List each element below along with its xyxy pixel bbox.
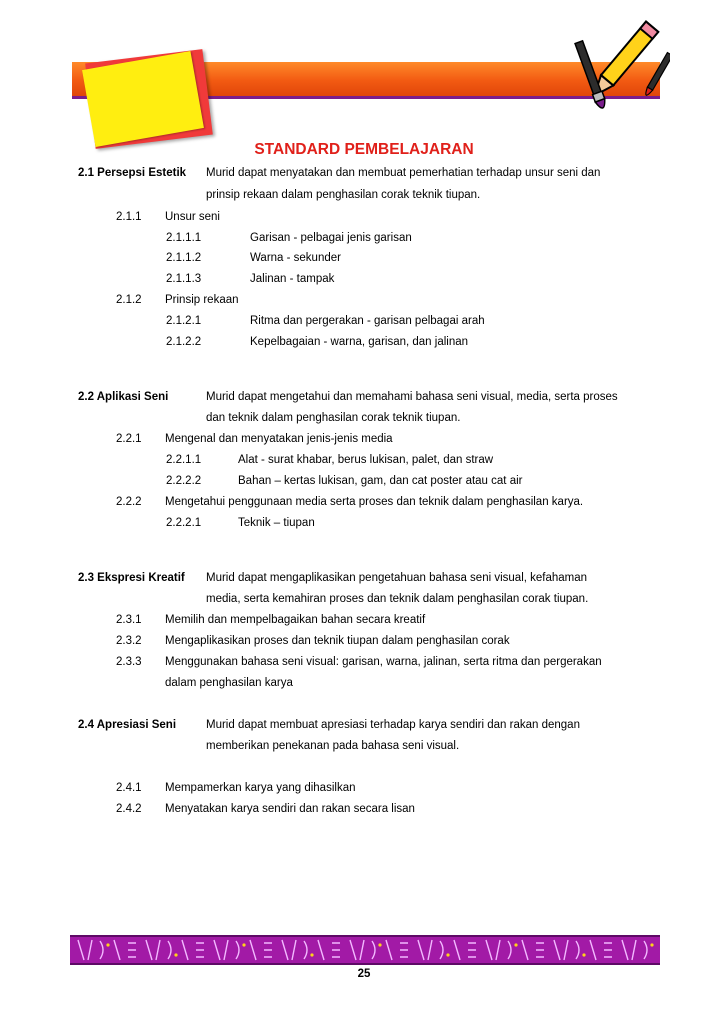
subitem-code: 2.1.2.1 xyxy=(166,315,202,327)
subitem-text: Ritma dan pergerakan - garisan pelbagai arah xyxy=(250,315,485,327)
item-text: Menggunakan bahasa seni visual: garisan, warna, jalinan, serta ritma dan pergerakan xyxy=(165,656,602,668)
subitem-code: 2.2.2.1 xyxy=(166,517,202,529)
subitem-text: Warna - sekunder xyxy=(250,252,341,264)
section-description: Murid dapat mengaplikasikan pengetahuan bahasa seni visual, kefahaman xyxy=(206,572,588,584)
item-code: 2.1.1 xyxy=(116,211,142,223)
subitem-code: 2.1.1.3 xyxy=(166,273,202,285)
item-code: 2.1.2 xyxy=(116,294,142,306)
section-description: memberikan penekanan pada bahasa seni visual. xyxy=(206,740,460,752)
item-text: Mempamerkan karya yang dihasilkan xyxy=(165,782,356,794)
item-text: Menyatakan karya sendiri dan rakan secara lisan xyxy=(165,803,415,815)
subitem-code: 2.1.1.1 xyxy=(166,232,202,244)
subitem-text: Alat - surat khabar, berus lukisan, palet, dan straw xyxy=(238,454,494,466)
item-text: Prinsip rekaan xyxy=(165,294,239,306)
page-title: STANDARD PEMBELAJARAN xyxy=(254,141,474,158)
section-description: Murid dapat menyatakan dan membuat pemerhatian terhadap unsur seni dan xyxy=(206,167,601,179)
section-heading: 2.2 Aplikasi Seni xyxy=(78,391,169,403)
section-description: prinsip rekaan dalam penghasilan corak teknik tiupan. xyxy=(206,189,481,201)
item-code: 2.3.2 xyxy=(116,635,142,647)
item-text: Mengaplikasikan proses dan teknik tiupan dalam penghasilan corak xyxy=(165,635,510,647)
section-description: Murid dapat membuat apresiasi terhadap karya sendiri dan rakan dengan xyxy=(206,719,580,731)
section-description: Murid dapat mengetahui dan memahami bahasa seni visual, media, serta proses xyxy=(206,391,618,403)
subitem-text: Garisan - pelbagai jenis garisan xyxy=(250,232,412,244)
item-code: 2.3.1 xyxy=(116,614,142,626)
section-heading: 2.4 Apresiasi Seni xyxy=(78,719,177,731)
subitem-code: 2.2.1.1 xyxy=(166,454,202,466)
subitem-text: Jalinan - tampak xyxy=(250,273,335,285)
subitem-text: Teknik – tiupan xyxy=(238,517,315,529)
item-code: 2.3.3 xyxy=(116,656,142,668)
subitem-code: 2.1.1.2 xyxy=(166,252,202,264)
item-text: Memilih dan mempelbagaikan bahan secara kreatif xyxy=(165,614,426,626)
item-code: 2.2.1 xyxy=(116,433,142,445)
subitem-text: Bahan – kertas lukisan, gam, dan cat poster atau cat air xyxy=(238,475,523,487)
page-number: 25 xyxy=(357,968,371,980)
section-description: dan teknik dalam penghasilan corak teknik tiupan. xyxy=(206,412,461,424)
subitem-code: 2.1.2.2 xyxy=(166,336,202,348)
section-heading: 2.1 Persepsi Estetik xyxy=(78,167,187,179)
item-code: 2.4.1 xyxy=(116,782,142,794)
item-text: Unsur seni xyxy=(165,211,220,223)
subitem-text: Kepelbagaian - warna, garisan, dan jalinan xyxy=(250,336,469,348)
section-heading: 2.3 Ekspresi Kreatif xyxy=(78,572,185,584)
pencil-brush-icon xyxy=(560,10,670,120)
item-text: Mengenal dan menyatakan jenis-jenis media xyxy=(165,433,393,445)
item-code: 2.4.2 xyxy=(116,803,142,815)
decorative-pattern-band xyxy=(70,935,660,965)
item-text: Mengetahui penggunaan media serta proses dan teknik dalam penghasilan karya. xyxy=(165,496,584,508)
section-description: media, serta kemahiran proses dan teknik dalam penghasilan corak tiupan. xyxy=(206,593,589,605)
subitem-code: 2.2.2.2 xyxy=(166,475,202,487)
item-code: 2.2.2 xyxy=(116,496,142,508)
item-text-continued: dalam penghasilan karya xyxy=(165,677,293,689)
pattern-svg xyxy=(70,937,660,963)
